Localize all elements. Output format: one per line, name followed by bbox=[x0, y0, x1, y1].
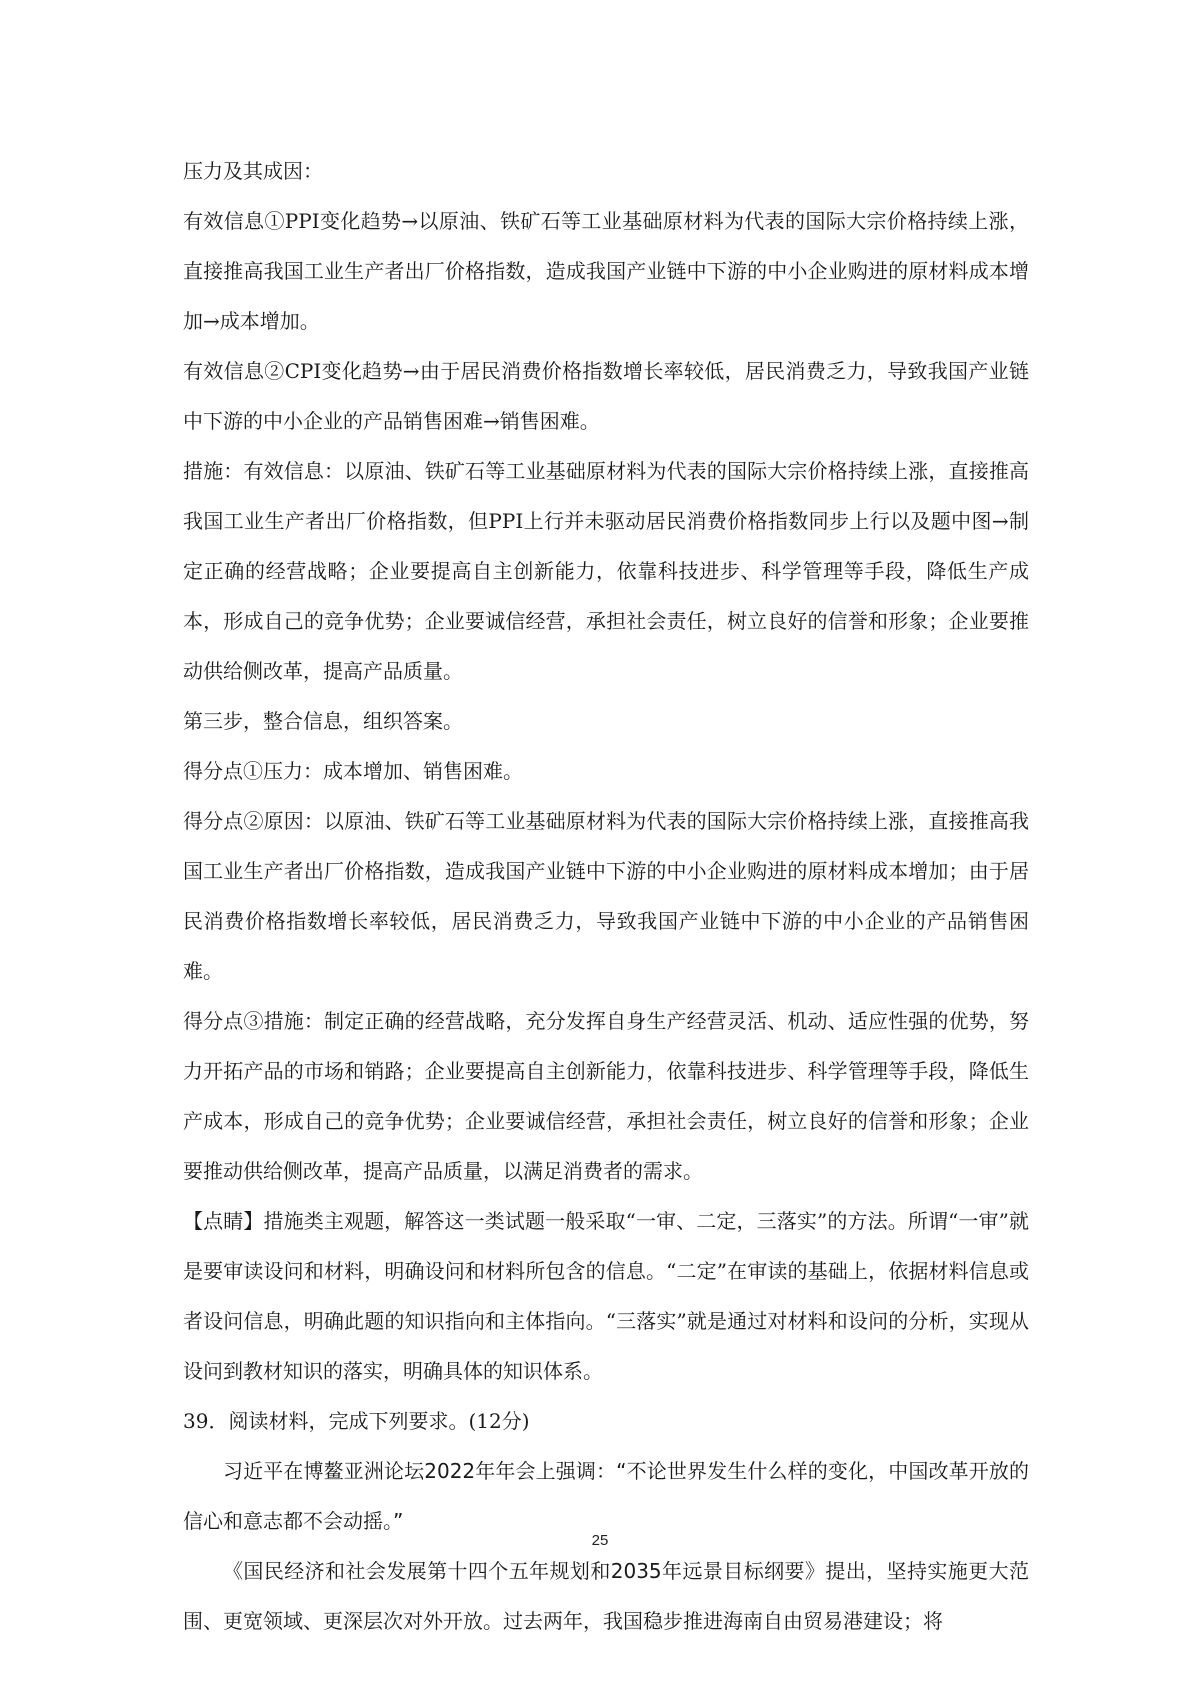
paragraph-pressure-heading: 压力及其成因： bbox=[183, 159, 323, 183]
material-paragraph-2: 《国民经济和社会发展第十四个五年规划和2035年远景目标纲要》提出，坚持实施更大范围、更宽领域、更深层次对外开放。过去两年，我国稳步推进海南自由贸易港建设；将 bbox=[183, 1559, 1029, 1633]
paragraph-effective-info-cpi: 有效信息②CPI变化趋势→由于居民消费价格指数增长率较低，居民消费乏力，导致我国产业链中下游的中小企业的产品销售困难→销售困难。 bbox=[183, 359, 1029, 433]
paragraph-effective-info-ppi: 有效信息①PPI变化趋势→以原油、铁矿石等工业基础原材料为代表的国际大宗价格持续上涨，直接推高我国工业生产者出厂价格指数，造成我国产业链中下游的中小企业购进的原材料成本增加→成本增加。 bbox=[183, 209, 1029, 333]
question-39-heading: 39．阅读材料，完成下列要求。(12分) bbox=[183, 1409, 530, 1433]
material-paragraph-1: 习近平在博鳌亚洲论坛2022年年会上强调：“不论世界发生什么样的变化，中国改革开放的信心和意志都不会动摇。” bbox=[183, 1459, 1029, 1533]
paragraph-score-point-3: 得分点③措施：制定正确的经营战略，充分发挥自身生产经营灵活、机动、适应性强的优势，努力开拓产品的市场和销路；企业要提高自主创新能力，依靠科技进步、科学管理等手段，降低生产成本，形成自己的竞争优势；企业要诚信经营，承担社会责任，树立良好的信誉和形象；企业要推动供给侧改革，提高产品质量，以满足消费者的需求。 bbox=[183, 1009, 1029, 1183]
paragraph-score-point-2: 得分点②原因：以原油、铁矿石等工业基础原材料为代表的国际大宗价格持续上涨，直接推高我国工业生产者出厂价格指数，造成我国产业链中下游的中小企业购进的原材料成本增加；由于居民消费价格指数增长率较低，居民消费乏力，导致我国产业链中下游的中小企业的产品销售困难。 bbox=[183, 809, 1029, 983]
paragraph-step-three: 第三步，整合信息，组织答案。 bbox=[183, 709, 463, 733]
page-body bbox=[183, 146, 1029, 1646]
paragraph-key-note: 【点睛】措施类主观题，解答这一类试题一般采取“一审、二定，三落实”的方法。所谓“一审”就是要审读设问和材料，明确设问和材料所包含的信息。“二定”在审读的基础上，依据材料信息或者设问信息，明确此题的知识指向和主体指向。“三落实”就是通过对材料和设问的分析，实现从设问到教材知识的落实，明确具体的知识体系。 bbox=[183, 1209, 1029, 1383]
paragraph-score-point-1: 得分点①压力：成本增加、销售困难。 bbox=[183, 759, 523, 783]
paragraph-measures: 措施：有效信息：以原油、铁矿石等工业基础原材料为代表的国际大宗价格持续上涨，直接推高我国工业生产者出厂价格指数，但PPI上行并未驱动居民消费价格指数同步上行以及题中图→制定正确的经营战略；企业要提高自主创新能力，依靠科技进步、科学管理等手段，降低生产成本，形成自己的竞争优势；企业要诚信经营，承担社会责任，树立良好的信誉和形象；企业要推动供给侧改革，提高产品质量。 bbox=[183, 459, 1029, 683]
page-number: 25 bbox=[591, 1532, 609, 1549]
